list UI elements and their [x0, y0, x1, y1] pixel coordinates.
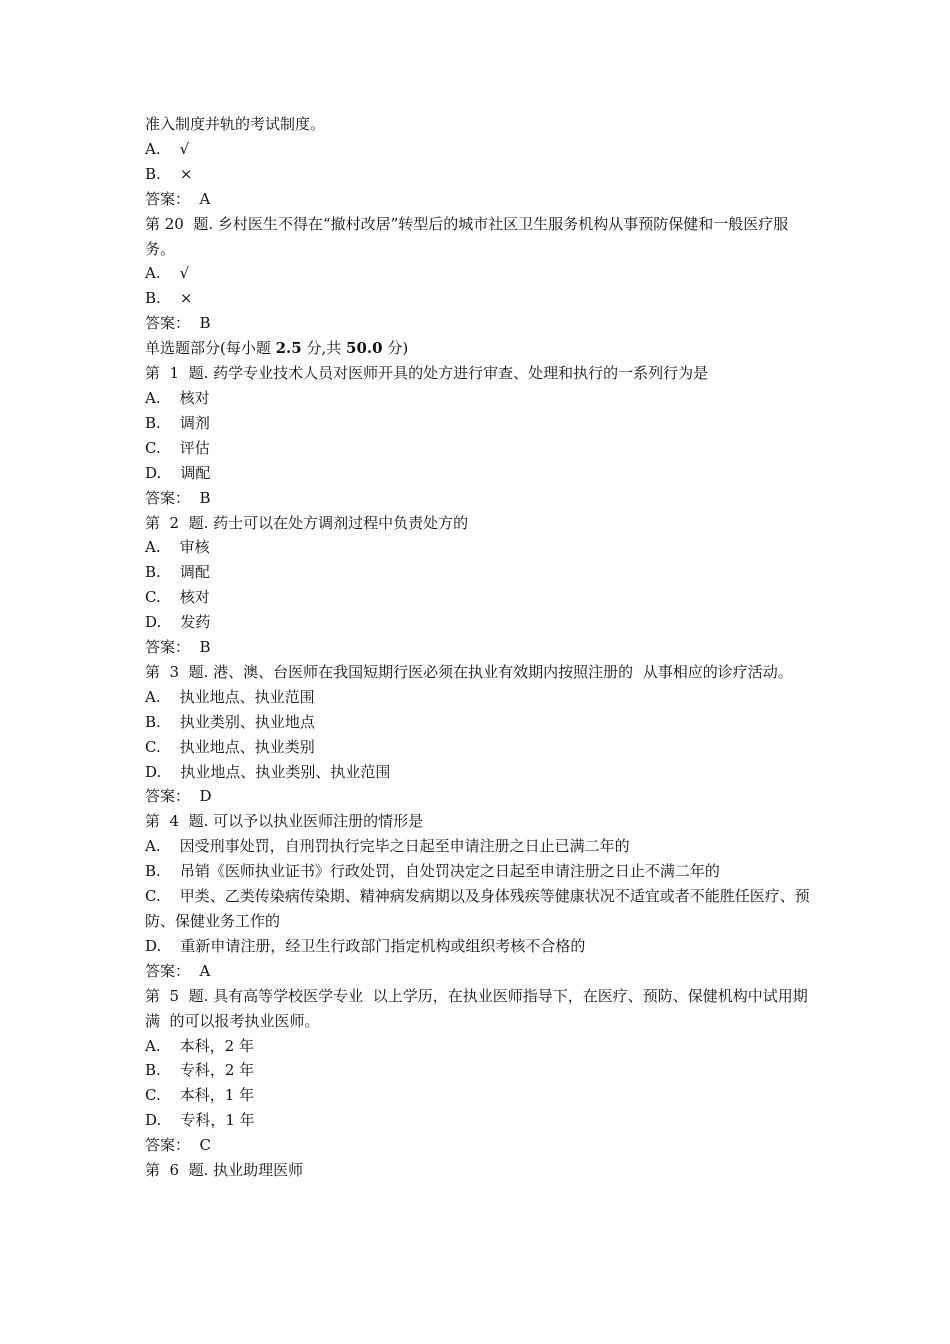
tf1-option-b: B. ×	[145, 164, 193, 183]
question-option: B. 调剂	[145, 413, 210, 432]
question-option: B. 调配	[145, 563, 210, 582]
question-text: 第 3 题. 港、澳、台医师在我国短期行医必须在执业有效期内按照注册的 从事相应的诊疗活动。	[145, 662, 793, 681]
question-answer: 答案： B	[145, 638, 211, 657]
question-text: 第 6 题. 执业助理医师	[145, 1161, 304, 1180]
question-option: C. 核对	[145, 588, 210, 607]
question-option: D. 执业地点、执业类别、执业范围	[145, 762, 391, 781]
question-option: B. 专科，2 年	[145, 1061, 255, 1080]
q20-option-a: A. √	[145, 264, 190, 283]
question-option: C. 甲类、乙类传染病传染期、精神病发病期以及身体残疾等健康状况不适宜或者不能胜任医疗、预防、保健业务工作的	[145, 887, 810, 930]
question-option: A. 审核	[145, 538, 210, 557]
section-middle: 分,共	[301, 339, 347, 358]
question-text: 第 2 题. 药士可以在处方调剂过程中负责处方的	[145, 513, 469, 532]
question-option: A. 执业地点、执业范围	[145, 687, 315, 706]
question-text: 第 5 题. 具有高等学校医学专业 以上学历，在执业医师指导下，在医疗、预防、保健机构中试用期满 的可以报考执业医师。	[145, 986, 808, 1030]
question-option: D. 发药	[145, 613, 211, 632]
question-answer: 答案： D	[145, 787, 212, 806]
tf1-option-a: A. √	[145, 139, 190, 158]
tf1-answer: 答案： A	[145, 189, 211, 208]
question-answer: 答案： C	[145, 1136, 212, 1155]
question-option: A. 因受刑事处罚，自刑罚执行完毕之日起至申请注册之日止已满二年的	[145, 837, 630, 856]
question-option: A. 核对	[145, 388, 210, 407]
section-suffix: 分)	[382, 339, 409, 358]
question-option: C. 执业地点、执业类别	[145, 737, 315, 756]
section-title	[145, 336, 815, 361]
section-prefix: 单选题部分(每小题	[145, 339, 276, 358]
question-option: D. 重新申请注册，经卫生行政部门指定机构或组织考核不合格的	[145, 936, 586, 955]
question-option: B. 执业类别、执业地点	[145, 712, 315, 731]
section-points-total: 50.0	[346, 339, 383, 358]
section-points-each: 2.5	[275, 339, 302, 358]
question-option: B. 吊销《医师执业证书》行政处罚，自处罚决定之日起至申请注册之日止不满二年的	[145, 862, 720, 881]
question-text: 第 1 题. 药学专业技术人员对医师开具的处方进行审查、处理和执行的一系列行为是	[145, 364, 709, 383]
question-option: C. 本科，1 年	[145, 1086, 255, 1105]
question-option: D. 调配	[145, 463, 211, 482]
question-list	[145, 361, 815, 1183]
question-option: D. 专科，1 年	[145, 1111, 255, 1130]
q20-answer: 答案： B	[145, 314, 211, 333]
intro-text: 准入制度并轨的考试制度。	[145, 115, 326, 133]
question-answer: 答案： A	[145, 961, 211, 980]
question-option: C. 评估	[145, 438, 210, 457]
question-option: A. 本科，2 年	[145, 1036, 254, 1055]
question-text: 第 4 题. 可以予以执业医师注册的情形是	[145, 812, 424, 831]
document-body	[145, 112, 815, 1183]
q20-text: 第 20 题. 乡村医生不得在“撤村改居”转型后的城市社区卫生服务机构从事预防保健和一般医疗服务。	[145, 214, 789, 258]
q20-option-b: B. ×	[145, 289, 193, 308]
question-answer: 答案： B	[145, 488, 211, 507]
